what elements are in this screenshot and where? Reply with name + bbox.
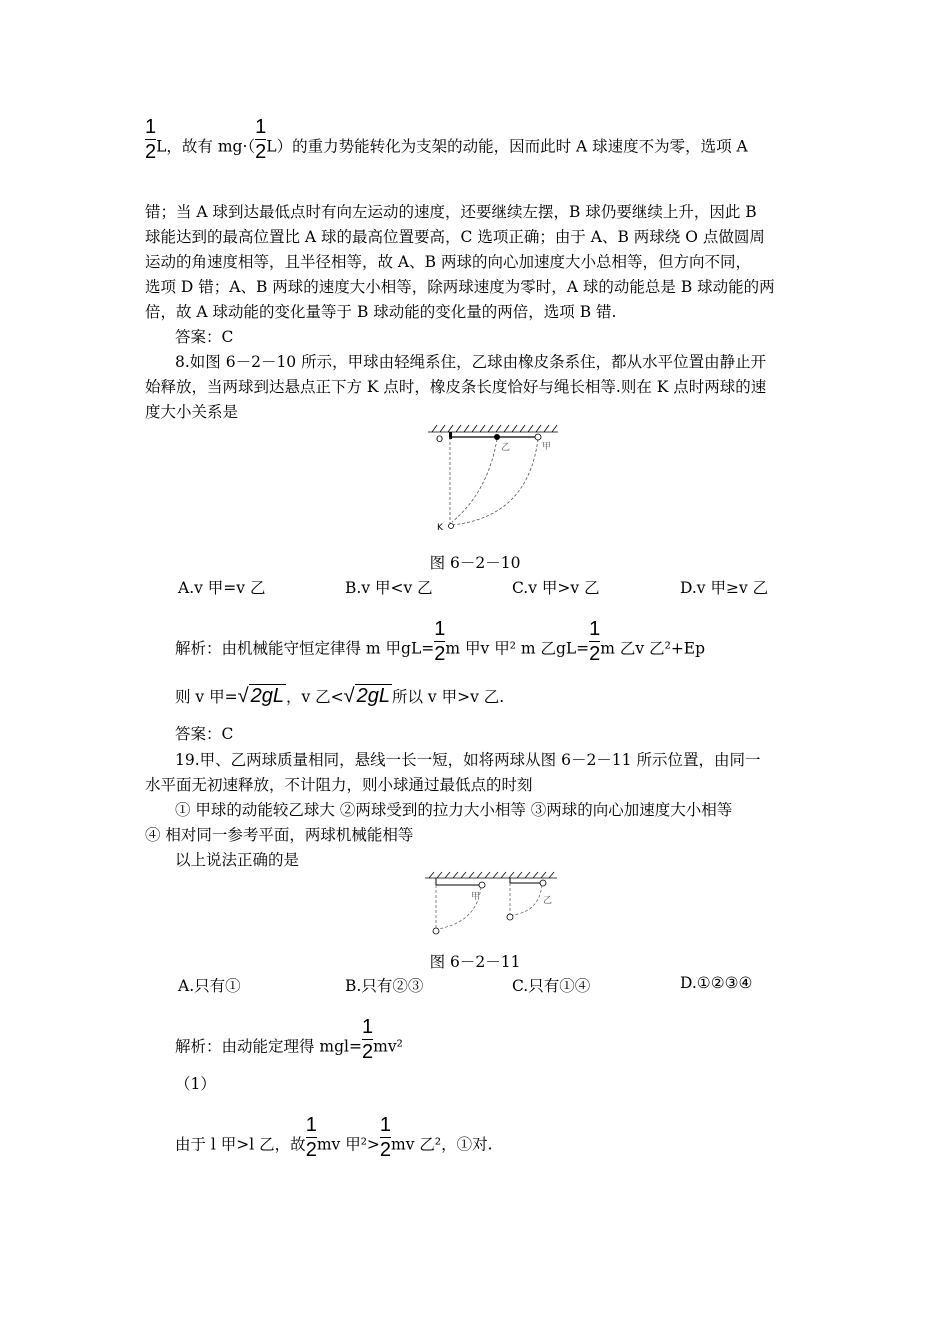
solution-19-line: 解析：由动能定理得 mgl= $\frac{1}{2}$ mv² — [175, 1016, 403, 1063]
fraction-half: $\frac{1}{2}$ — [145, 116, 157, 163]
question-8-line: 度大小关系是 — [145, 403, 239, 421]
ball-jia — [535, 434, 541, 440]
ball-yi — [494, 434, 500, 440]
ball-yi — [540, 880, 546, 886]
option-b: B.v 甲<v 乙 — [345, 579, 433, 597]
answer-line: 答案：C — [175, 725, 234, 743]
sqrt-2gl: √ 2gL — [237, 685, 284, 707]
figure-6-2-11 — [425, 870, 565, 936]
solution-8-line: 解析：由机械能守恒定律得 m 甲gL= $\frac{1}{2}$ m 甲v 甲² m 乙gL= $\frac{1}{2}$ m 乙v 乙²+Ep — [175, 618, 706, 665]
figure-6-2-10 — [428, 422, 568, 534]
answer-line: 答案：C — [175, 328, 234, 346]
fraction-half: $\frac{1}{2}$ — [434, 618, 446, 665]
question-19-line: 以上说法正确的是 — [175, 851, 300, 869]
ball-jia — [479, 882, 485, 888]
paragraph-line: 选项 D 错；A、B 两球的速度大小相等，除两球速度为零时，A 球的动能总是 B 球动能的两 — [145, 278, 775, 296]
figure-caption: 图 6－2－11 — [429, 953, 521, 971]
fraction-half: $\frac{1}{2}$ — [305, 1114, 317, 1161]
equation-number: （1） — [175, 1075, 216, 1093]
ceiling-hatch — [428, 425, 558, 432]
paragraph-line: 错；当 A 球到达最低点时有向左运动的速度，还要继续左摆，B 球仍要继续上升，因此 B — [145, 203, 757, 221]
label-yi: 乙 — [543, 896, 553, 906]
pivot-block — [449, 432, 452, 439]
solution-8-line-2: 则 v 甲=√ 2gL ，v 乙<√ 2gL 所以 v 甲>v 乙. — [175, 682, 840, 711]
yi-dashed-path — [512, 885, 542, 915]
label-k: K — [437, 523, 443, 533]
option-d: D.①②③④ — [680, 974, 753, 992]
label-o: O — [436, 435, 444, 445]
sqrt-2gl: √ 2gL — [343, 685, 390, 707]
ball-yi-bottom — [507, 914, 513, 920]
option-a: A.只有① — [178, 977, 241, 995]
option-d: D.v 甲≥v 乙 — [680, 579, 769, 597]
fraction-half: $\frac{1}{2}$ — [255, 116, 267, 163]
fraction-half: $\frac{1}{2}$ — [362, 1016, 374, 1063]
ball-jia-bottom — [433, 928, 439, 934]
question-19-line: 水平面无初速释放，不计阻力，则小球通过最低点的时刻 — [145, 776, 533, 794]
solution-continuation-line: $\frac{1}{2}$ L，故有 mg·（ $\frac{1}{2}$ L）的重力势能转化为支架的动能，因而此时 A 球速度不为零，选项 A — [145, 116, 748, 163]
option-a: A.v 甲=v 乙 — [178, 579, 266, 597]
solution-19-line-2: 由于 l 甲>l 乙，故 $\frac{1}{2}$ mv 甲²> $\frac{1}{2}$ mv 乙²，①对. — [175, 1114, 493, 1161]
fraction-half: $\frac{1}{2}$ — [589, 618, 601, 665]
ceiling-hatch — [425, 872, 557, 878]
option-c: C.只有①④ — [512, 977, 591, 995]
paragraph-line: 倍，故 A 球动能的变化量等于 B 球动能的变化量的两倍，选项 B 错. — [145, 303, 617, 321]
question-19-statements: ④ 相对同一参考平面，两球机械能相等 — [145, 826, 414, 844]
paragraph-line: 运动的角速度相等，且半径相等，故 A、B 两球的向心加速度大小总相等，但方向不同， — [145, 253, 751, 271]
question-19-line: 19.甲、乙两球质量相同，悬线一长一短，如将两球从图 6－2－11 所示位置，由同一 — [175, 751, 761, 769]
label-yi: 乙 — [501, 443, 511, 453]
yi-dashed-path — [452, 439, 497, 522]
fraction-half: $\frac{1}{2}$ — [379, 1114, 392, 1161]
figure-caption: 图 6－2－10 — [429, 554, 521, 572]
option-b: B.只有②③ — [345, 977, 424, 995]
label-jia: 甲 — [542, 442, 552, 452]
label-jia: 甲 — [471, 892, 481, 902]
option-c: C.v 甲>v 乙 — [512, 579, 600, 597]
paragraph-line: 球能达到的最高位置比 A 球的最高位置要高，C 选项正确；由于 A、B 两球绕 O 点做圆周 — [145, 228, 765, 246]
question-19-statements: ① 甲球的动能较乙球大 ②两球受到的拉力大小相等 ③两球的向心加速度大小相等 — [175, 801, 733, 819]
point-k — [449, 524, 454, 529]
question-8-line: 始释放，当两球到达悬点正下方 K 点时，橡皮条长度恰好与绳长相等.则在 K 点时两球的速 — [145, 378, 767, 396]
jia-dashed-path — [452, 439, 538, 525]
question-8-line: 8.如图 6－2－10 所示，甲球由轻绳系住，乙球由橡皮条系住，都从水平位置由静止开 — [175, 353, 767, 371]
